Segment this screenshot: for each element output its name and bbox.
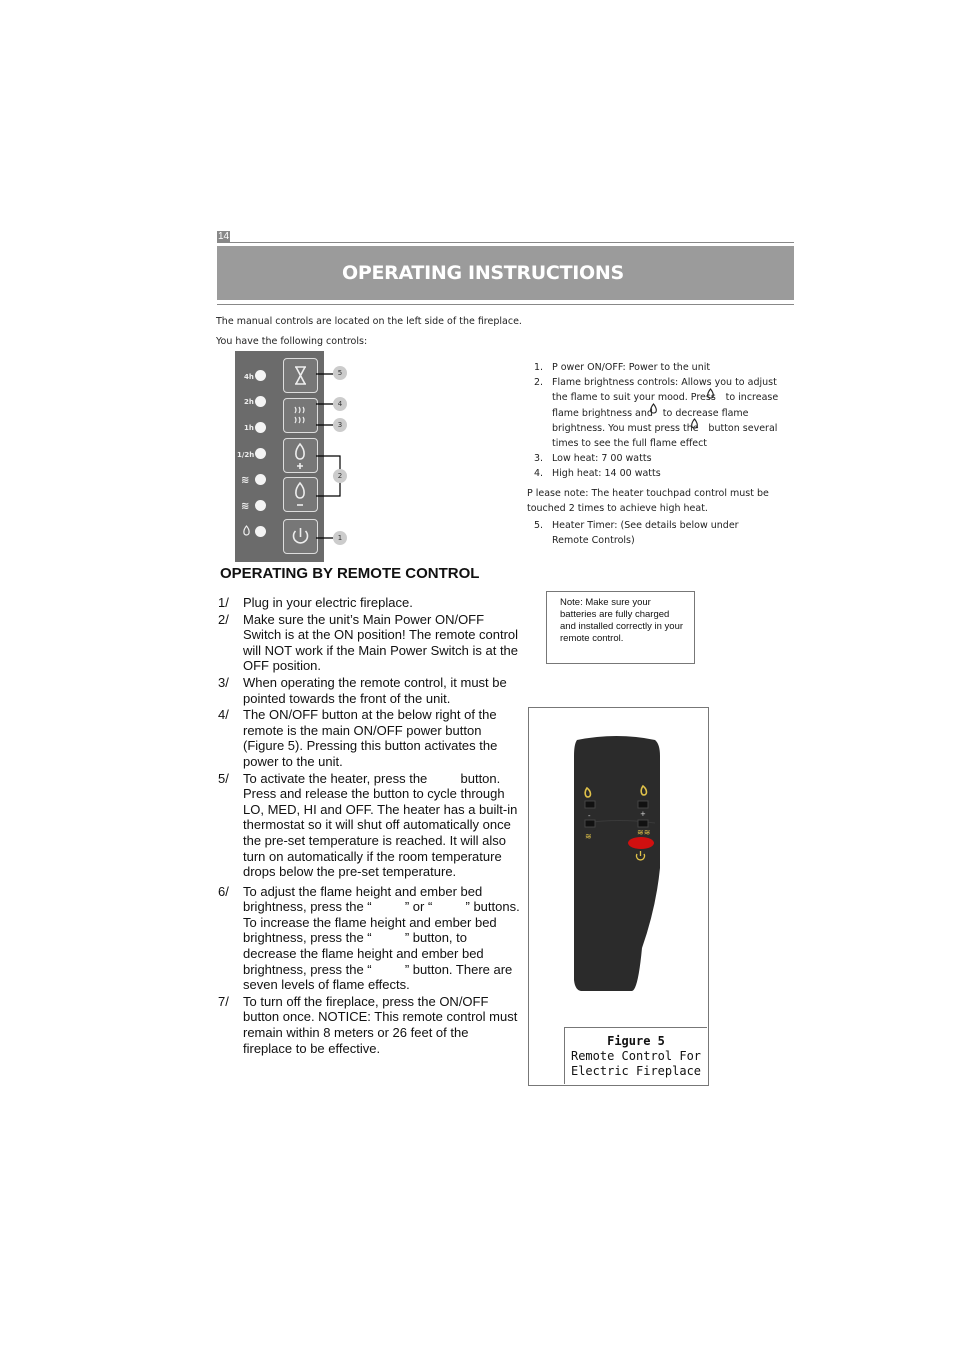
timer-button — [283, 358, 318, 393]
flame-minus-icon — [284, 478, 317, 511]
svg-text:+: + — [640, 810, 646, 818]
header-rule-top — [217, 242, 794, 243]
page-title: OPERATING INSTRUCTIONS — [342, 262, 624, 284]
panel-label-high-heat-icon: ≋ — [241, 475, 250, 486]
figure-caption-line-2: Electric Fireplace — [570, 1064, 702, 1078]
intro-line-1: The manual controls are located on the left side of the fireplace. — [216, 316, 522, 327]
step-text: The ON/OFF button at the below right of the remote is the main ON/OFF power button (Figure 5). Pressing this button activates the power to the unit. — [243, 707, 498, 769]
step-text: To adjust the flame height and ember bed brightness, press the “ ” or “ ” buttons. To increase the flame height and ember bed brightness, press the “ ” button, to decrease the flame height and ember bed brightness, press the “ ” button. There are seven levels of flame effects. — [243, 883, 520, 993]
indicator-high-heat — [255, 474, 266, 485]
figure-5-box — [528, 707, 709, 1086]
indicator-low-heat — [255, 500, 266, 511]
callout-lines — [316, 360, 356, 550]
step-text: To turn off the fireplace, press the ON/OFF button once. NOTICE: This remote control must remain within 8 meters or 26 feet of the fireplace to be effective. — [243, 993, 518, 1056]
power-icon — [284, 520, 317, 553]
step-text: Plug in your electric fireplace. — [243, 595, 413, 610]
control-number: 2. — [534, 377, 544, 389]
indicator-2h — [255, 396, 266, 407]
flame-plus-inline-icon — [706, 389, 715, 400]
battery-note-box — [546, 591, 695, 664]
hourglass-icon — [284, 359, 317, 392]
intro-line-2: You have the following controls: — [216, 336, 368, 347]
panel-label-half-h: 1/2h — [237, 451, 255, 459]
remote-section-heading: OPERATING BY REMOTE CONTROL — [220, 565, 480, 582]
indicator-flame — [255, 526, 266, 537]
control-text: P ower ON/OFF: Power to the unit — [552, 362, 711, 373]
battery-note-text: Note: Make sure your batteries are fully charged and installed correctly in your remote control. — [560, 597, 684, 644]
flame-up-button — [283, 438, 318, 473]
control-number: 4. — [534, 468, 544, 480]
callout-3: 3 — [333, 418, 347, 432]
control-item — [534, 375, 794, 451]
step-number: 2/ — [218, 611, 229, 627]
callout-5: 5 — [333, 366, 347, 380]
step-item — [218, 884, 520, 993]
controls-note: P lease note: The heater touchpad control must be touched 2 times to achieve high heat. — [527, 488, 769, 515]
flame-down-button — [283, 477, 318, 512]
control-item — [534, 451, 794, 466]
step-item — [218, 675, 520, 706]
heat-button — [283, 398, 318, 433]
panel-label-flame-icon — [242, 525, 251, 536]
callout-4: 4 — [333, 397, 347, 411]
step-text: Make sure the unit’s Main Power ON/OFF Switch is at the ON position! The remote control will NOT work if the Main Power Switch is at the OFF position. — [243, 611, 519, 674]
control-text: High heat: 14 00 watts — [552, 468, 661, 480]
panel-label-1h: 1h — [244, 424, 254, 432]
callout-2: 2 — [333, 469, 347, 483]
step-number: 1/ — [218, 595, 229, 610]
remote-control-image — [529, 708, 708, 1028]
indicator-1h — [255, 422, 266, 433]
svg-text:≋: ≋ — [585, 832, 592, 841]
power-button — [283, 519, 318, 554]
panel-label-low-heat-icon: ≋ — [241, 501, 250, 512]
step-item — [218, 612, 520, 674]
page-number: 14 — [218, 231, 230, 242]
step-number: 4/ — [218, 707, 229, 723]
figure-caption-line-1: Remote Control For — [570, 1049, 702, 1063]
step-number: 7/ — [218, 993, 229, 1009]
step-item — [218, 595, 520, 611]
step-text: To activate the heater, press the button. Press and release the button to cycle through LO, MED, HI and OFF. The heater has a built-in thermostat so it will shut off automatically once the pre-set temperature is reached. It will also turn on automatically if the room temperature drops below the pre-set temperature. — [243, 770, 518, 880]
figure-caption — [564, 1027, 707, 1084]
controls-list — [534, 360, 794, 482]
step-number: 3/ — [218, 674, 229, 690]
step-item — [218, 994, 520, 1056]
remote-steps-list — [218, 595, 520, 1057]
control-number: 3. — [534, 453, 544, 465]
step-item — [218, 707, 520, 769]
control-panel-image — [235, 351, 324, 562]
step-item — [218, 771, 520, 880]
control-item — [534, 466, 794, 481]
panel-label-4h: 4h — [244, 373, 254, 381]
control-number: 1. — [534, 362, 544, 373]
heat-waves-icon — [284, 399, 317, 432]
step-text: When operating the remote control, it must be pointed towards the front of the unit. — [243, 674, 507, 706]
flame-inline-icon — [690, 419, 699, 430]
step-number: 5/ — [218, 770, 229, 786]
control-text: Low heat: 7 00 watts — [552, 453, 652, 465]
header-banner — [217, 246, 794, 300]
control-number: 5. — [534, 520, 544, 531]
control-text: Heater Timer: (See details below under Remote Controls) — [552, 520, 739, 547]
flame-plus-icon — [284, 439, 317, 472]
callout-1: 1 — [333, 531, 347, 545]
controls-item-5 — [534, 518, 774, 548]
panel-label-2h: 2h — [244, 398, 254, 406]
indicator-half-h — [255, 448, 266, 459]
flame-minus-inline-icon — [649, 404, 658, 415]
svg-text:-: - — [588, 812, 591, 820]
step-number: 6/ — [218, 883, 229, 899]
header-rule-bottom — [217, 304, 794, 305]
figure-label: Figure 5 — [607, 1034, 665, 1048]
control-item — [534, 360, 794, 375]
indicator-4h — [255, 370, 266, 381]
control-text: Flame brightness controls: Allows you to adjust the flame to suit your mood. Press to increase flame brightness and to decrease flame brightness. You must press the button several times to see the full flame effect — [552, 377, 779, 450]
svg-text:≋≋: ≋≋ — [637, 828, 651, 837]
